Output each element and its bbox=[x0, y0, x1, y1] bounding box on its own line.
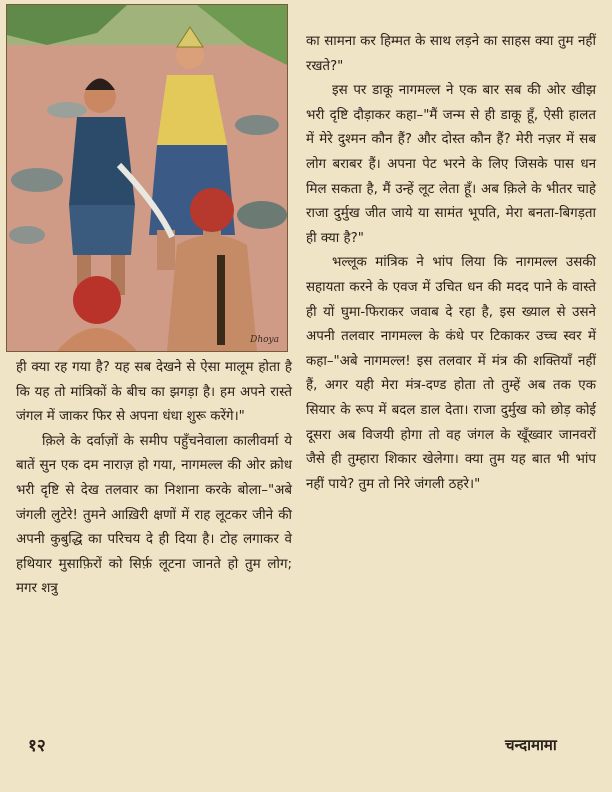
magazine-title: चन्दामामा bbox=[505, 736, 557, 754]
page-number: १२ bbox=[28, 736, 46, 756]
paragraph: ही क्या रह गया है? यह सब देखने से ऐसा मालूम होता है कि यह तो मांत्रिकों के बीच का झगड़ा है। हम अपने रास्ते जंगल में जाकर फिर से अपना धंधा शुरू करेंगे।" bbox=[16, 360, 292, 425]
paragraph: क़िले के दर्वाज़ों के समीप पहुँचनेवाला कालीवर्मा ये बातें सुन एक दम नाराज़ हो गया, नागमल्ल की ओर क्रोध भरी दृष्टि से देख तलवार का निशाना करके बोला–"अबे जंगली लुटेरे! तुमने आख़िरी क्षणों में राह लूटकर जीने की अपनी कुबुद्धि का परिचय दे ही दिया है। टोह लगाकर वे हथियार मुसाफ़िरों को सिर्फ़ लूटना जानते हो तुम लोग; मगर शत्रु bbox=[16, 433, 292, 597]
artist-signature: Dhoya bbox=[250, 335, 279, 345]
right-text-column bbox=[306, 30, 596, 497]
left-text-column bbox=[16, 356, 292, 602]
paragraph: का सामना कर हिम्मत के साथ लड़ने का साहस क्या तुम नहीं रखते?" bbox=[306, 34, 596, 74]
paragraph: भल्लूक मांत्रिक ने भांप लिया कि नागमल्ल उसकी सहायता करने के एवज में उचित धन की मदद पाने के वास्ते ही यों घुमा-फिराकर जवाब दे रहा है, इस ख्याल से उसने अपनी तलवार नागमल्ल के कंधे पर टिकाकर उच्च स्वर में कहा–"अबे नागमल्ल! इस तलवार में मंत्र की शक्तियाँ नहीं हैं, अगर यही मेरा मंत्र-दण्ड होता तो तुम्हें अब तक एक सियार के रूप में बदल डाल देता। राजा दुर्मुख को छोड़ कोई दूसरा अब विजयी होगा तो वह जंगल के खूँख्वार जानवरों जैसे ही तुम्हारा शिकार खेलेगा। क्या तुम यह बात भी भांप नहीं पाये? तुम तो निरे जंगली ठहरे।" bbox=[306, 255, 596, 492]
paragraph: इस पर डाकू नागमल्ल ने एक बार सब की ओर खीझ भरी दृष्टि दौड़ाकर कहा–"मैं जन्म से ही डाकू हूँ, ऐसी हालत में मेरे दुश्मन कौन हैं? और दोस्त कौन हैं? मेरी नज़र में सब लोग बराबर हैं। अपना पेट भरने के लिए जिसके पास धन मिल सकता है, मैं उन्हें लूट लेता हूँ। अब क़िले के भीतर चाहे राजा दुर्मुख जीत जाये या सामंत भूपति, मेरा बनता-बिगड़ता ही क्या है?" bbox=[306, 83, 596, 246]
story-illustration bbox=[6, 4, 288, 352]
illustration-art bbox=[7, 5, 287, 351]
